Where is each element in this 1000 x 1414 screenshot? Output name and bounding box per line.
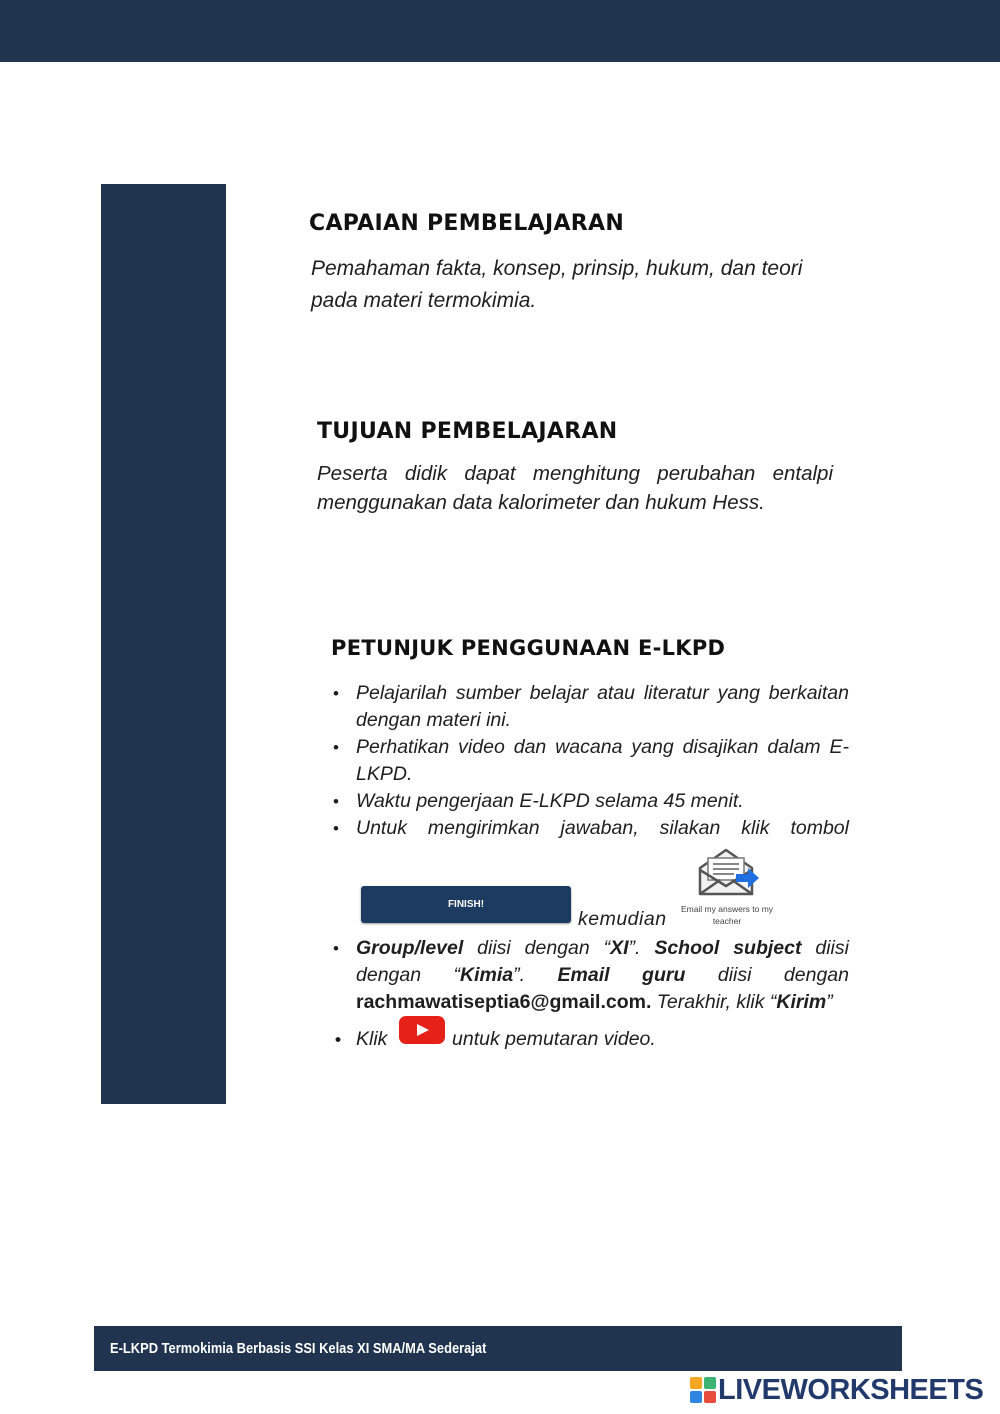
list-item: • Perhatikan video dan wacana yang disajikan dalam E-LKPD. bbox=[331, 734, 849, 788]
footer-text: E-LKPD Termokimia Berbasis SSI Kelas XI SMA/MA Sederajat bbox=[110, 1340, 487, 1357]
text-fragment: ”. bbox=[628, 937, 655, 959]
send-label: Kirim bbox=[776, 991, 827, 1013]
footer-bar bbox=[94, 1326, 902, 1371]
list-item: • Waktu pengerjaan E-LKPD selama 45 menit. bbox=[331, 788, 849, 815]
instruction-list bbox=[331, 680, 849, 842]
brand-name: LIVEWORKSHEETS bbox=[718, 1373, 984, 1406]
email-value: rachmawatiseptia6@gmail.com. bbox=[356, 991, 652, 1013]
subject-value: Kimia bbox=[460, 964, 514, 986]
text-fragment: diisi dengan “ bbox=[356, 937, 849, 986]
liveworksheets-logo-icon bbox=[690, 1377, 716, 1403]
video-instruction: untuk pemutaran video. bbox=[452, 1028, 656, 1050]
email-send-icon[interactable] bbox=[694, 846, 760, 898]
tujuan-heading: TUJUAN PEMBELAJARAN bbox=[317, 419, 618, 444]
list-item: • Pelajarilah sumber belajar atau literatur yang berkaitan dengan materi ini. bbox=[331, 680, 849, 734]
email-label: Email guru bbox=[557, 964, 686, 986]
bullet-dot: • bbox=[333, 1031, 344, 1051]
text-fragment: diisi dengan bbox=[685, 964, 849, 986]
petunjuk-heading: PETUNJUK PENGGUNAAN E-LKPD bbox=[331, 636, 726, 660]
text-fragment: ” bbox=[826, 991, 833, 1013]
capaian-heading: CAPAIAN PEMBELAJARAN bbox=[309, 211, 625, 236]
list-item: • Untuk mengirimkan jawaban, silakan klik tombol bbox=[331, 815, 849, 842]
side-accent-bar bbox=[101, 184, 226, 1104]
tujuan-text: Peserta didik dapat menghitung perubahan entalpi menggunakan data kalorimeter dan hukum Hess. bbox=[317, 462, 833, 514]
group-value: XI bbox=[610, 937, 629, 959]
liveworksheets-brand[interactable] bbox=[690, 1372, 983, 1408]
text-fragment: diisi dengan “ bbox=[463, 937, 611, 959]
top-header-bar bbox=[0, 0, 1000, 62]
finish-button[interactable]: FINISH! bbox=[361, 886, 571, 923]
text-fragment: Terakhir, klik “ bbox=[651, 991, 777, 1013]
email-caption: Email my answers to my teacher bbox=[680, 904, 774, 926]
list-item bbox=[331, 935, 849, 1016]
then-word: kemudian bbox=[578, 908, 667, 930]
text-fragment: ”. bbox=[513, 964, 558, 986]
group-label: Group/level bbox=[356, 937, 464, 959]
klik-word: Klik bbox=[356, 1028, 388, 1050]
capaian-text: Pemahaman fakta, konsep, prinsip, hukum, dan teori pada materi termokimia. bbox=[311, 257, 803, 312]
subject-label: School subject bbox=[654, 937, 802, 959]
youtube-play-icon[interactable] bbox=[399, 1016, 445, 1044]
group-instruction bbox=[331, 935, 849, 1016]
